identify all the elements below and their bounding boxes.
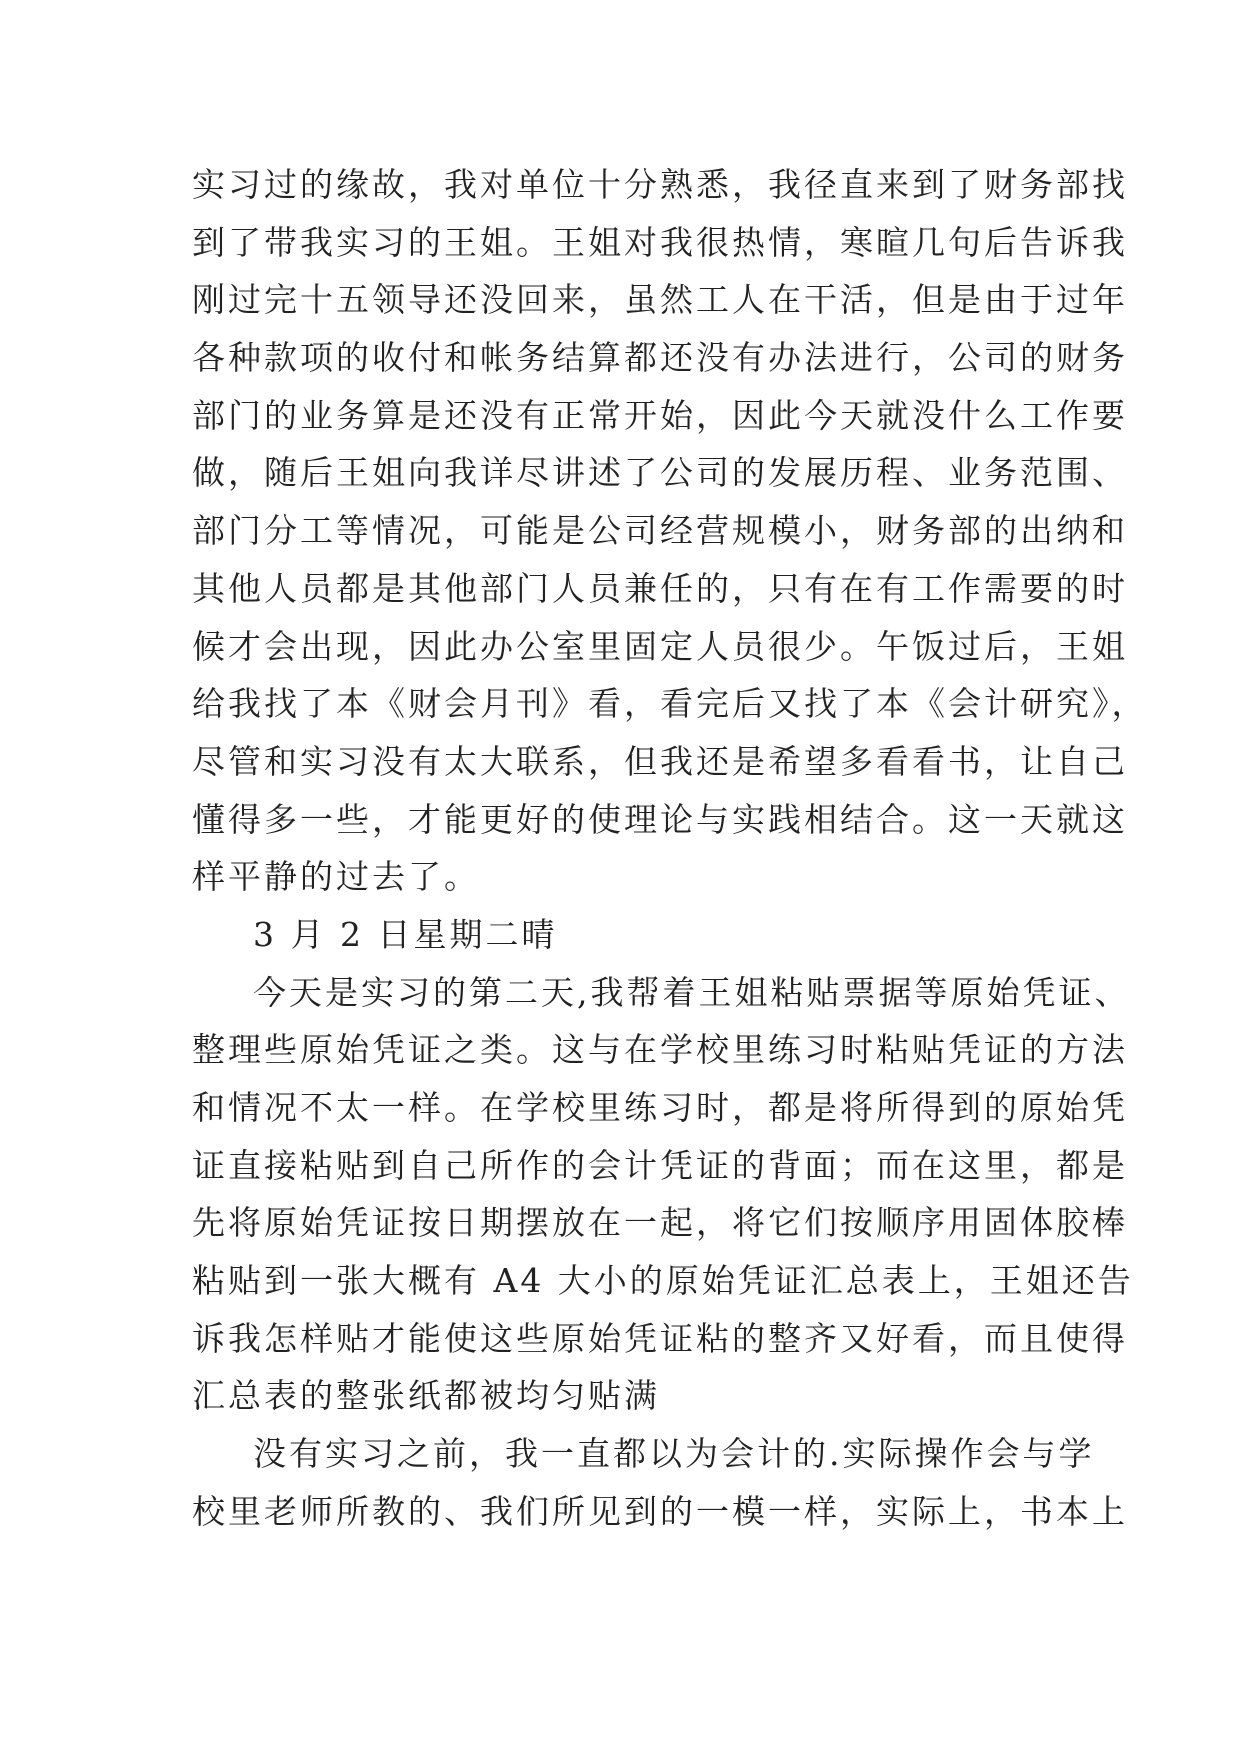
text-line: 实习过的缘故，我对单位十分熟悉，我径直来到了财务部找 — [192, 165, 1128, 204]
text-line: 整理些原始凭证之类。这与在学校里练习时粘贴凭证的方法 — [192, 1030, 1128, 1070]
text-line: 今天是实习的第二天,我帮着王姐粘贴票据等原始凭证、 — [253, 972, 1131, 1012]
text-line: 样平静的过去了。 — [192, 857, 480, 897]
text-line: 先将原始凭证按日期摆放在一起，将它们按顺序用固体胶棒 — [192, 1203, 1128, 1243]
text-line: 诉我怎样贴才能使这些原始凭证粘的整齐又好看，而且使得 — [192, 1318, 1128, 1358]
text-line: 刚过完十五领导还没回来，虽然工人在干活，但是由于过年 — [192, 280, 1128, 320]
text-line: 校里老师所教的、我们所见到的一模一样，实际上，书本上 — [192, 1491, 1128, 1531]
text-line: 懂得多一些，才能更好的使理论与实践相结合。这一天就这 — [192, 799, 1128, 839]
text-line: 候才会出现，因此办公室里固定人员很少。午饭过后，王姐 — [192, 626, 1128, 666]
text-line: 部门的业务算是还没有正常开始，因此今天就没什么工作要 — [192, 395, 1128, 435]
text-line: 做，随后王姐向我详尽讲述了公司的发展历程、业务范围、 — [192, 453, 1128, 493]
text-line: 尽管和实习没有太大联系，但我还是希望多看看书，让自己 — [192, 741, 1128, 781]
text-line: 到了带我实习的王姐。王姐对我很热情，寒暄几句后告诉我 — [192, 222, 1128, 262]
text-line: 没有实习之前，我一直都以为会计的.实际操作会与学 — [253, 1434, 1095, 1474]
document-body — [192, 156, 1148, 1541]
text-line: 各种款项的收付和帐务结算都还没有办法进行，公司的财务 — [192, 338, 1128, 378]
text-line: 汇总表的整张纸都被均匀贴满 — [192, 1376, 660, 1416]
text-line: 部门分工等情况，可能是公司经营规模小，财务部的出纳和 — [192, 511, 1128, 551]
text-line: 证直接粘贴到自己所作的会计凭证的背面；而在这里，都是 — [192, 1145, 1128, 1185]
text-line: 粘贴到一张大概有 A4 大小的原始凭证汇总表上，王姐还告 — [192, 1261, 1134, 1301]
date-heading: 3 月 2 日星期二晴 — [253, 914, 558, 954]
text-line: 和情况不太一样。在学校里练习时，都是将所得到的原始凭 — [192, 1088, 1128, 1127]
text-line: 其他人员都是其他部门人员兼任的，只有在有工作需要的时 — [192, 568, 1128, 608]
text-line: 给我找了本《财会月刊》看，看完后又找了本《会计研究》， — [192, 684, 1148, 724]
